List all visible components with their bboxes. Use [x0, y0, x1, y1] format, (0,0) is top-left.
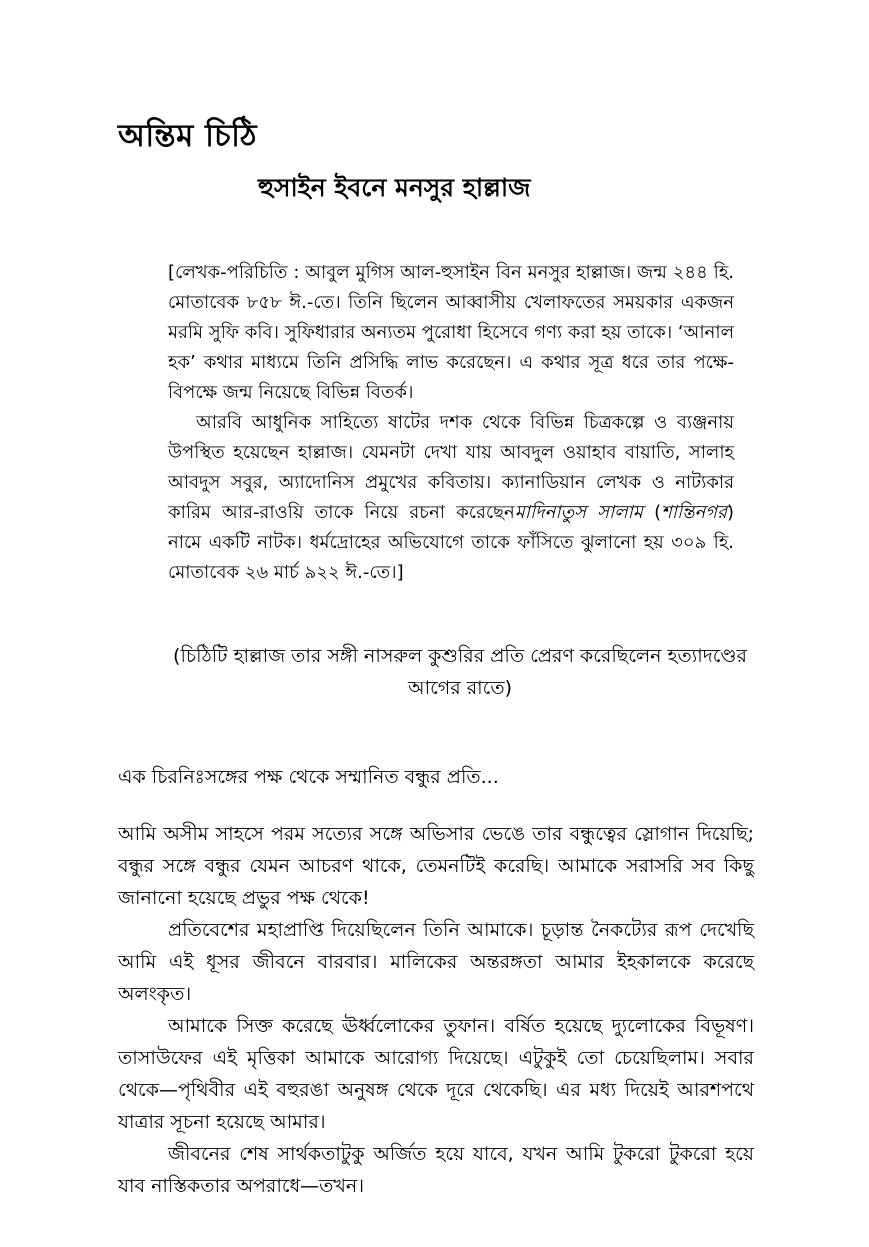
letter-paragraph-4: জীবনের শেষ সার্থকতাটুকু অর্জিত হয়ে যাবে, যখন আমি টুকরো টুকরো হয়ে যাব নাস্তিকতার অপরাধে—তখন। — [118, 1143, 754, 1197]
letter-paragraph-3: আমাকে সিক্ত করেছে ঊর্ধ্বলোকের তুফান। বর্ষিত হয়েছে দ্যুলোকের বিভূষণ। তাসাউফের এই মৃত্তিকা আমাকে আরোগ্য দিয়েছে। এটুকুই তো চেয়েছিলাম। সবার থেকে—পৃথিবীর এই বহুরঙা অনুষঙ্গ থেকে দূরে থেকেছি। এর মধ্য দিয়েই আরশপথে যাত্রার সূচনা হয়েছে আমার। — [118, 1015, 754, 1133]
author-introduction — [168, 258, 734, 588]
page-title: অন্তিম চিঠি — [118, 118, 258, 154]
letter-paragraph-1: আমি অসীম সাহসে পরম সত্যের সঙ্গে অভিসার ভেঙে তার বন্ধুত্বের স্লোগান দিয়েছি; বন্ধুর সঙ্গে বন্ধুর যেমন আচরণ থাকে, তেমনটিই করেছি। আমাকে সরাসরি সব কিছু জানানো হয়েছে প্রভুর পক্ষ থেকে! — [118, 823, 754, 909]
intro-p1-quote: ‘আনাল হক’ — [168, 322, 734, 373]
intro-p2-paren-open: ( — [642, 502, 662, 523]
letter-context-note: (চিঠিটি হাল্লাজ তার সঙ্গী নাসরুল কুশুরির প্রতি প্রেরণ করেছিলেন হত্যাদণ্ডের আগের রাতে) — [173, 645, 747, 699]
letter-body — [118, 818, 754, 1202]
intro-p2-play-title-translation: শান্তিনগর — [661, 502, 727, 523]
intro-paragraph-2 — [168, 408, 734, 588]
intro-p2-play-title: মাদিনাতুস সালাম — [514, 502, 643, 523]
author-name: হুসাইন ইবনে মনসুর হাল্লাজ — [258, 173, 531, 202]
letter-paragraph-2: প্রতিবেশের মহাপ্রাপ্তি দিয়েছিলেন তিনি আমাকে। চূড়ান্ত নৈকট্যের রূপ দেখেছি আমি এই ধূসর জীবনে বারবার। মালিকের অন্তরঙ্গতা আমার ইহকালকে করেছে অলংকৃত। — [118, 919, 754, 1005]
intro-p1-text-start: [লেখক-পরিচিতি : আবুল মুগিস আল-হুসাইন বিন মনসুর হাল্লাজ। জন্ম ২৪৪ হি. মোতাবেক ৮৫৮ ঈ.-তে। তিনি ছিলেন আব্বাসীয় খেলাফতের সময়কার একজন মরমি সুফি কবি। সুফিধারার অন্যতম পুরোধা হিসেবে গণ্য করা হয় তাকে। — [168, 262, 734, 343]
intro-p2-text-start: আরবি আধুনিক সাহিত্যে ষাটের দশক থেকে বিভিন্ন চিত্রকল্পে ও ব্যঞ্জনায় উপস্থিত হয়েছেন হাল্লাজ। যেমনটা দেখা যায় আবদুল ওয়াহাব বায়াতি, সালাহ আবদুস সবুর, অ্যাদোনিস প্রমুখের কবিতায়। ক্যানাডিয়ান লেখক ও নাট্যকার কারিম আর-রাওয়ি তাকে নিয়ে রচনা করেছেন — [168, 412, 734, 523]
intro-paragraph-1 — [168, 258, 734, 408]
letter-salutation: এক চিরনিঃসঙ্গের পক্ষ থেকে সম্মানিত বন্ধুর প্রতি... — [118, 766, 499, 788]
intro-p2-text-end: ) নামে একটি নাটক। ধর্মদ্রোহের অভিযোগে তাকে ফাঁসিতে ঝুলানো হয় ৩০৯ হি. মোতাবেক ২৬ মার্চ ৯২২ ঈ.-তে।] — [168, 502, 735, 583]
intro-p1-text-end: কথার মাধ্যমে তিনি প্রসিদ্ধি লাভ করেছেন। এ কথার সূত্র ধরে তার পক্ষে-বিপক্ষে জন্ম নিয়েছে বিভিন্ন বিতর্ক। — [168, 352, 734, 403]
